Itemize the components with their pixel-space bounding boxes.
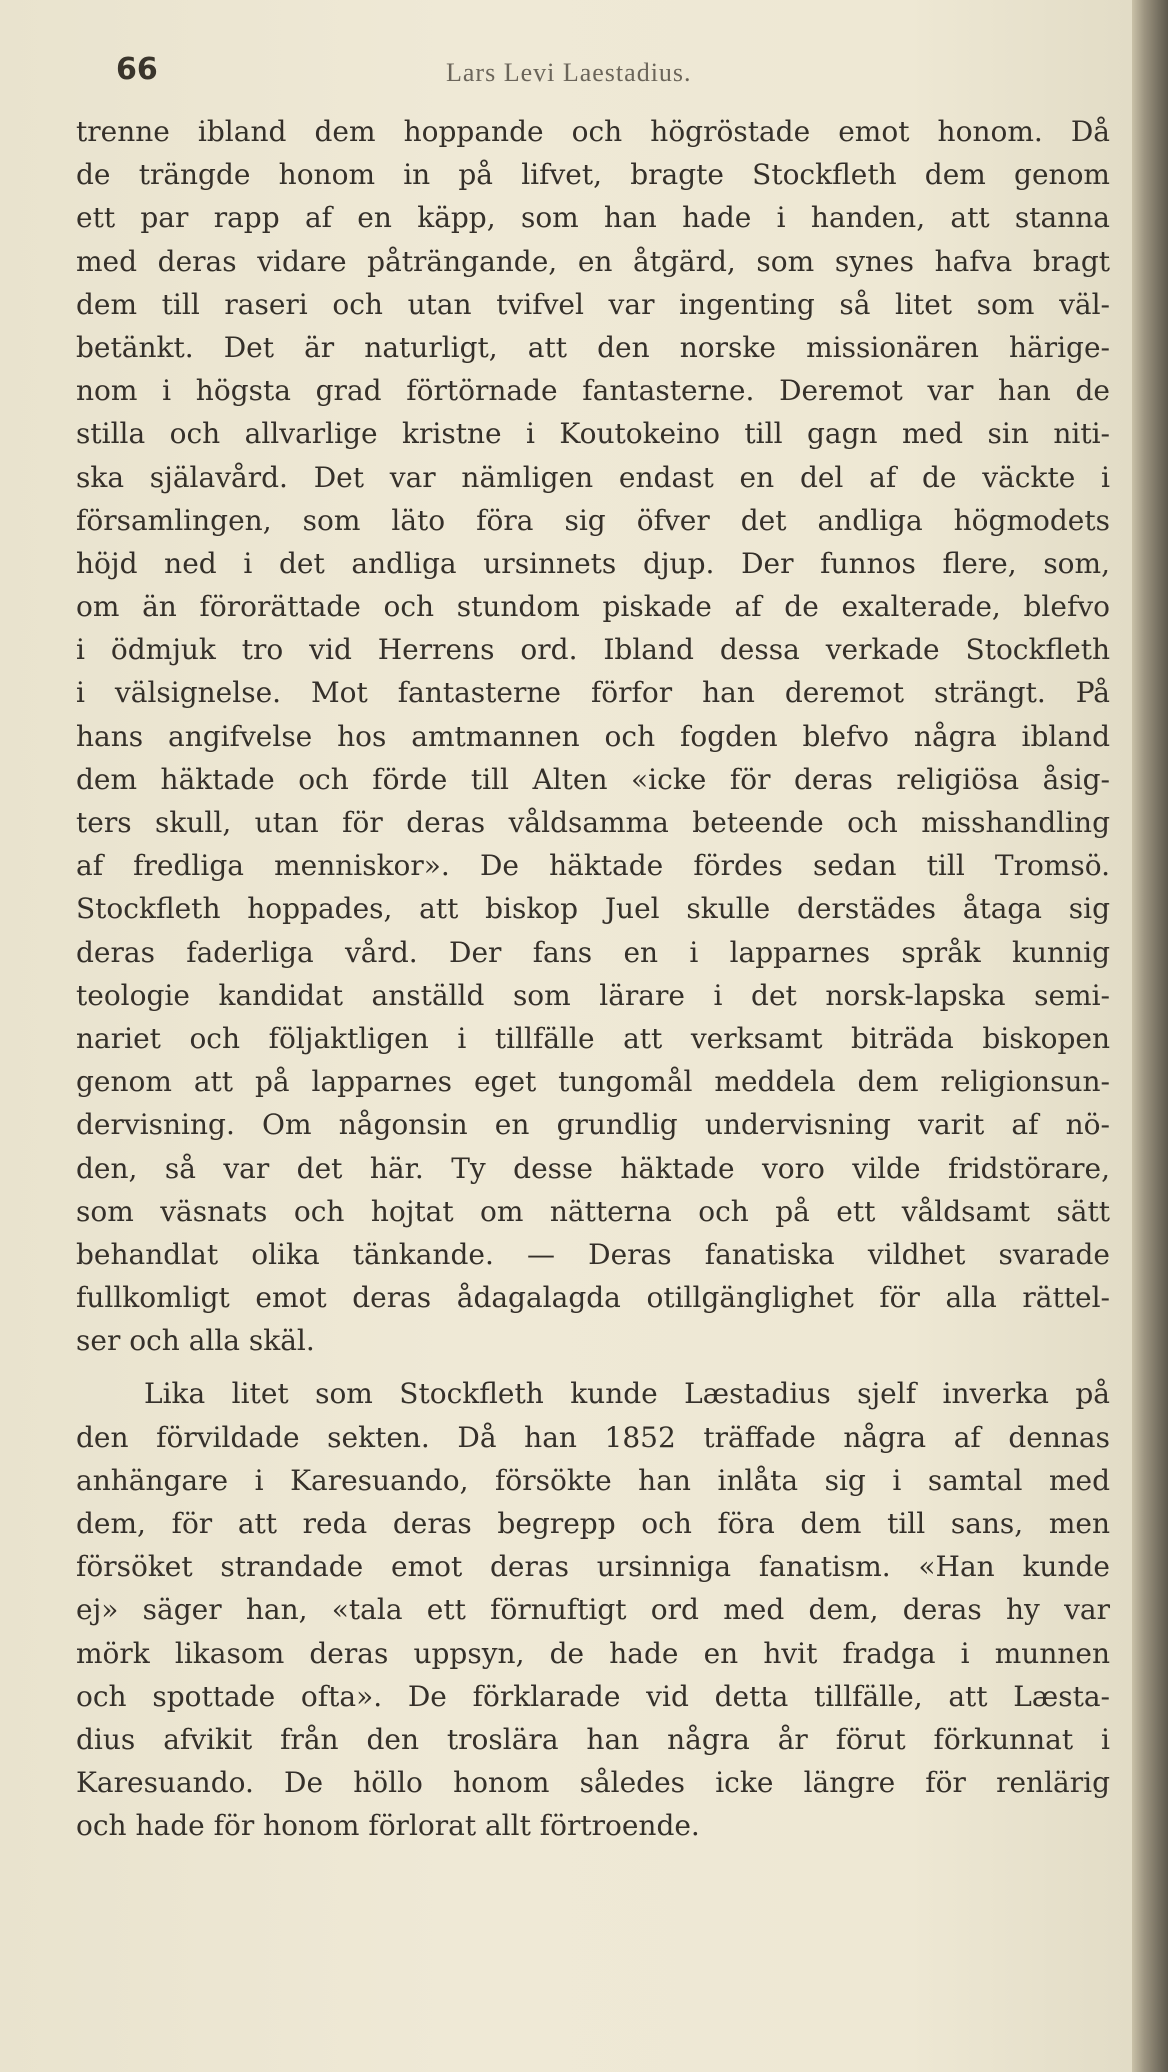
text-line: i ödmjuk tro vid Herrens ord. Ibland dessa verkade Stockfleth <box>76 633 1110 667</box>
page-number: 66 <box>116 52 158 87</box>
text-line: den, så var det här. Ty desse häktade voro vilde fridstörare, <box>76 1151 1110 1185</box>
text-line: nariet och följaktligen i tillfälle att verksamt biträda biskopen <box>76 1021 1110 1055</box>
book-spine-shadow <box>1132 0 1168 2072</box>
page-header <box>116 52 1046 96</box>
paragraph <box>76 1372 1110 1847</box>
text-line: dem till raseri och utan tvifvel var ingenting så litet som väl- <box>76 287 1110 321</box>
text-line: ej» säger han, «tala ett förnuftigt ord med dem, deras hy var <box>76 1593 1110 1627</box>
text-line: om än förorättade och stundom piskade af de exalterade, blefvo <box>76 590 1110 624</box>
text-line: församlingen, som läto föra sig öfver det andliga högmodets <box>76 503 1110 537</box>
text-line: betänkt. Det är naturligt, att den norske missionären härige- <box>76 330 1110 364</box>
text-line: Lika litet som Stockfleth kunde Læstadius sjelf inverka på <box>144 1377 1110 1411</box>
text-line: ett par rapp af en käpp, som han hade i handen, att stanna <box>76 201 1110 235</box>
text-line: den förvildade sekten. Då han 1852 träffade några af dennas <box>76 1420 1110 1454</box>
text-line: dius afvikit från den troslära han några år förut förkunnat i <box>76 1722 1110 1756</box>
text-line: anhängare i Karesuando, försökte han inlåta sig i samtal med <box>76 1463 1110 1497</box>
body-text <box>76 110 1110 1848</box>
text-line: med deras vidare påträngande, en åtgärd, som synes hafva bragt <box>76 244 1110 278</box>
text-line: försöket strandade emot deras ursinniga fanatism. «Han kunde <box>76 1550 1110 1584</box>
text-line: dervisning. Om någonsin en grundlig undervisning varit af nö- <box>76 1108 1110 1142</box>
text-line: och hade för honom förlorat allt förtroende. <box>76 1809 700 1843</box>
text-line: Stockfleth hoppades, att biskop Juel skulle derstädes åtaga sig <box>76 892 1110 926</box>
text-line: ska själavård. Det var nämligen endast en del af de väckte i <box>76 460 1110 494</box>
text-line: teologie kandidat anställd som lärare i det norsk-lapska semi- <box>76 978 1110 1012</box>
text-line: nom i högsta grad förtörnade fantasterne. Deremot var han de <box>76 374 1110 408</box>
paragraph <box>76 110 1110 1362</box>
text-line: mörk likasom deras uppsyn, de hade en hvit fradga i munnen <box>76 1636 1110 1670</box>
text-line: trenne ibland dem hoppande och högröstade emot honom. Då <box>76 115 1110 148</box>
text-line: Karesuando. De höllo honom således icke längre för renlärig <box>76 1766 1110 1800</box>
text-line: som väsnats och hojtat om nätterna och på ett våldsamt sätt <box>76 1194 1110 1228</box>
text-line: deras faderliga vård. Der fans en i lapparnes språk kunnig <box>76 935 1110 969</box>
text-line: ters skull, utan för deras våldsamma beteende och misshandling <box>76 806 1110 839</box>
text-line: dem häktade och förde till Alten «icke för deras religiösa åsig- <box>76 762 1110 796</box>
paragraph-gap <box>76 1362 1110 1372</box>
text-line: stilla och allvarlige kristne i Koutokeino till gagn med sin niti- <box>76 417 1110 451</box>
text-line: af fredliga menniskor». De häktade fördes sedan till Tromsö. <box>76 849 1110 883</box>
text-line: och spottade ofta». De förklarade vid detta tillfälle, att Læsta- <box>76 1679 1110 1713</box>
text-line: ser och alla skäl. <box>76 1324 315 1358</box>
text-line: de trängde honom in på lifvet, bragte Stockfleth dem genom <box>76 158 1110 192</box>
text-line: behandlat olika tänkande. — Deras fanatiska vildhet svarade <box>76 1237 1110 1271</box>
text-line: i välsignelse. Mot fantasterne förfor han deremot strängt. På <box>76 676 1110 710</box>
text-line: fullkomligt emot deras ådagalagda otillgänglighet för alla rättel- <box>76 1281 1110 1315</box>
text-line: hans angifvelse hos amtmannen och fogden blefvo några ibland <box>76 719 1110 753</box>
text-line: höjd ned i det andliga ursinnets djup. Der funnos flere, som, <box>76 546 1110 580</box>
text-line: genom att på lapparnes eget tungomål meddela dem religionsun- <box>76 1065 1110 1099</box>
running-head: Lars Levi Laestadius. <box>446 58 692 87</box>
text-line: dem, för att reda deras begrepp och föra dem till sans, men <box>76 1507 1110 1540</box>
